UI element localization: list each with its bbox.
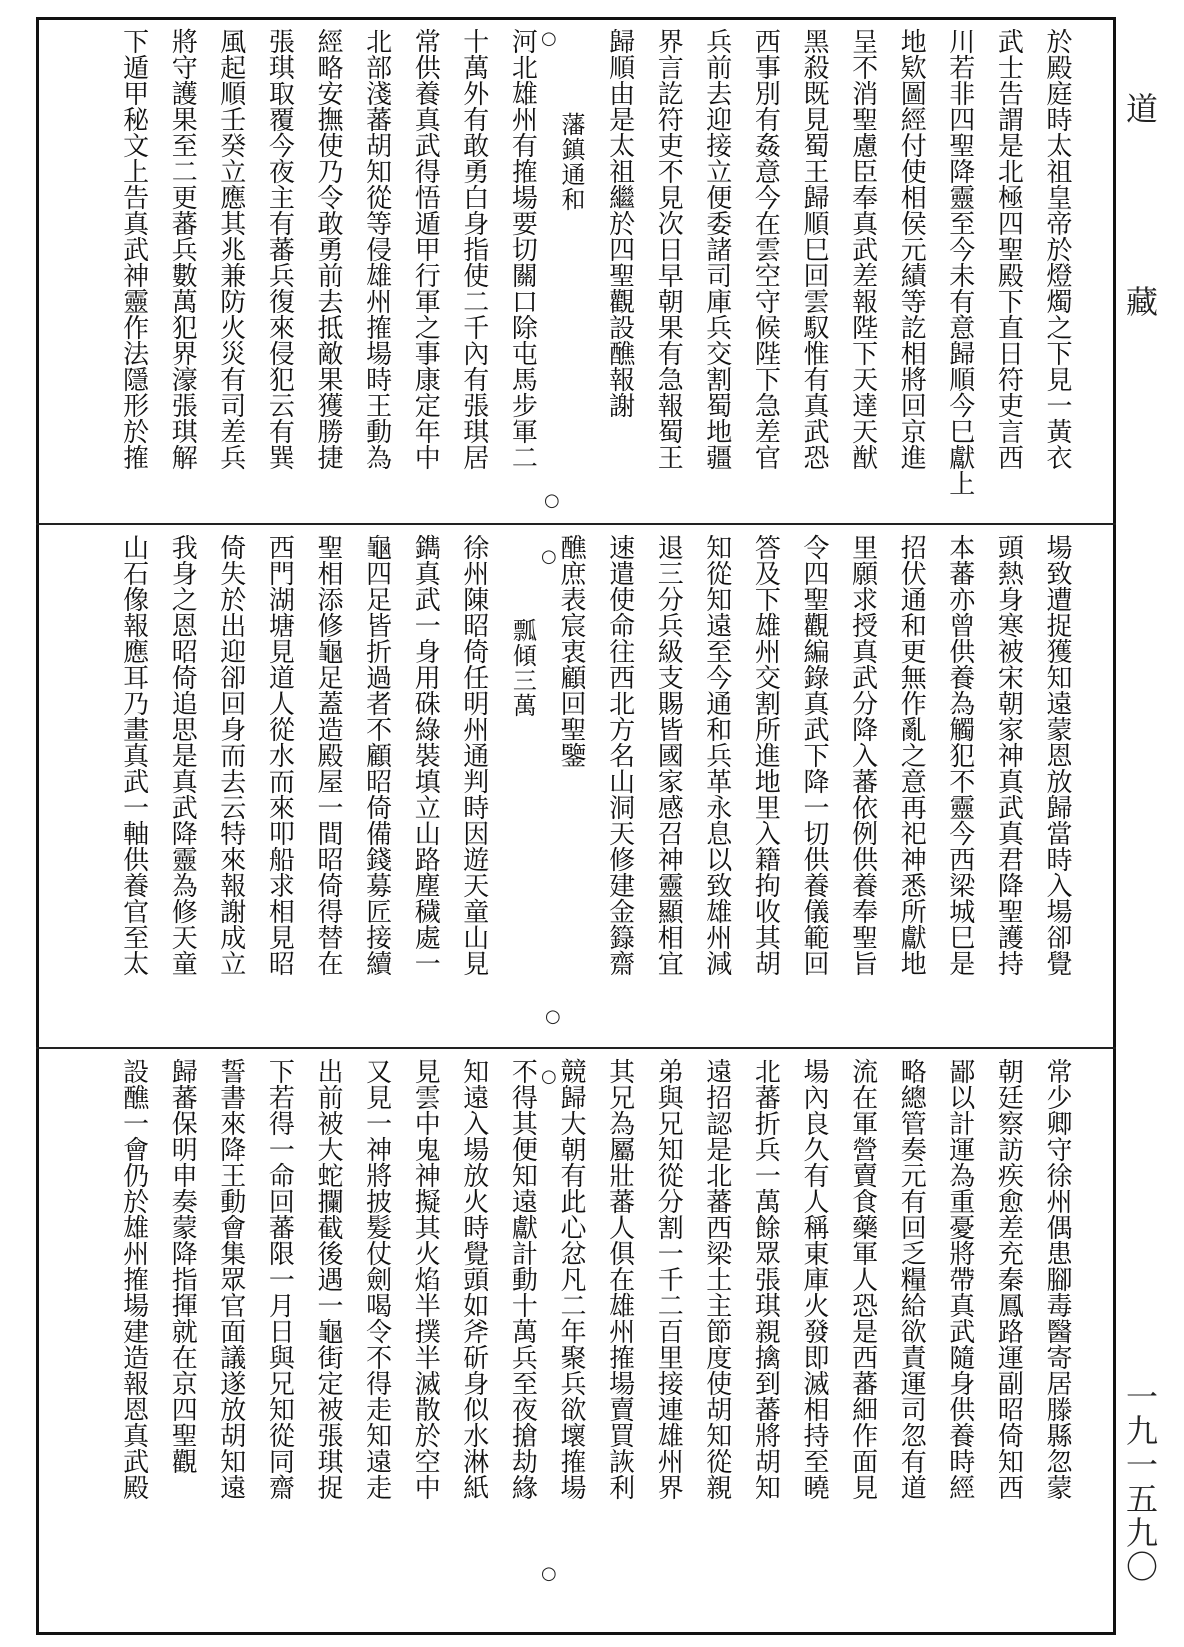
text-column: 十萬外有敢勇白身指使二千內有張琪居 — [458, 28, 489, 470]
text-column: 常少卿守徐州偶患腳毒醫寄居滕縣忽蒙 — [1042, 1058, 1072, 1500]
text-column: 弟與兄知從分割一千二百里接連雄州界 — [653, 1058, 684, 1500]
circle-marker: ○ — [545, 1006, 561, 1027]
text-column: 武士告謂是北極四聖殿下直日符吏言西 — [993, 28, 1024, 470]
text-column: 知從知遠至今通和兵革永息以致雄州減 — [701, 534, 732, 976]
text-column: 西事別有姦意今在雲空守候陛下急差官 — [750, 28, 781, 470]
margin-label-top: 道 — [1121, 92, 1159, 124]
text-column: 遠招認是北蕃西梁土主節度使胡知從親 — [701, 1058, 732, 1500]
text-column: 藩鎮通和 — [557, 112, 585, 212]
text-column: 場內良久有人稱東庫火發即滅相持至曉 — [799, 1058, 829, 1500]
text-column: 略總管奏元有回乏糧給欲責運司忽有道 — [896, 1058, 927, 1500]
panel-divider-top — [36, 523, 1116, 525]
text-column: 鄙以計運為重憂將帶真武隨身供養時經 — [944, 1058, 975, 1500]
text-column: 徐州陳昭倚任明州通判時因遊天童山見 — [458, 534, 489, 976]
text-column: 張琪取覆今夜主有蕃兵復來侵犯云有巽 — [264, 28, 295, 470]
text-column: 瓢傾三萬 — [508, 618, 537, 718]
text-column: 常供養真武得悟遁甲行軍之事康定年中 — [410, 28, 441, 470]
text-column: 又見一神將披髮仗劍喝令不得走知遠走 — [361, 1058, 392, 1500]
circle-marker: ○ — [544, 490, 560, 511]
text-column: 川若非四聖降靈至今未有意歸順今巳獻上 — [944, 28, 975, 496]
text-column: 不得其便知遠獻計動十萬兵至夜搶劫緣 — [507, 1058, 538, 1500]
text-column: 里願求授真武分降入蕃依例供養奉聖旨 — [847, 534, 878, 976]
text-column: 龜四足皆折過者不顧昭倚備錢募匠接續 — [361, 534, 392, 976]
text-column: 退三分兵級支賜皆國家感召神靈顯相宜 — [653, 534, 684, 976]
text-column: 將守護果至二更蕃兵數萬犯界濠張琪解 — [167, 28, 198, 470]
text-column: 山石像報應耳乃畫真武一軸供養官至太 — [118, 534, 149, 976]
text-column: 於殿庭時太祖皇帝於燈燭之下見一黃衣 — [1042, 28, 1072, 470]
text-column: 答及下雄州交割所進地里入籍拘收其胡 — [750, 534, 781, 976]
text-column: 北蕃折兵一萬餘眾張琪親擒到蕃將胡知 — [750, 1058, 781, 1500]
text-column: 招伏通和更無作亂之意再祀神悉所獻地 — [896, 534, 927, 976]
circle-marker: ○ — [541, 546, 557, 567]
text-column: 經略安撫使乃令敢勇前去抵敵果獲勝捷 — [313, 28, 343, 470]
text-column: 鐫真武一身用硃綠裝填立山路塵穢處一 — [410, 534, 441, 976]
text-column: 本蕃亦曾供養為觸犯不靈今西梁城巳是 — [944, 534, 975, 976]
margin-label-bottom: 藏 — [1121, 285, 1159, 317]
text-column: 速遣使命往西北方名山洞天修建金籙齋 — [604, 534, 635, 976]
text-column: 令四聖觀編錄真武下降一切供養儀範回 — [799, 534, 829, 976]
text-column: 流在軍營賣食藥軍人恐是西蕃細作面見 — [847, 1058, 878, 1500]
text-column: 下若得一命回蕃限一月日與兄知從同齋 — [264, 1058, 295, 1500]
text-column: 知遠入場放火時覺頭如斧斫身似水淋紙 — [458, 1058, 489, 1500]
text-column: 北部淺蕃胡知從等侵雄州搉場時王動為 — [361, 28, 392, 470]
text-panel-upper — [40, 22, 1112, 520]
text-column: 朝廷察訪疾愈差充秦鳳路運副昭倚知西 — [993, 1058, 1024, 1500]
text-column: 醮庶表宸衷顧回聖鑒 — [556, 534, 586, 768]
text-column: 兵前去迎接立便委諸司庫兵交割蜀地疆 — [701, 28, 732, 470]
circle-marker: ○ — [541, 28, 557, 49]
circle-marker: ○ — [541, 1563, 557, 1584]
text-column: 聖相添修龜足蓋造殿屋一間昭倚得替在 — [313, 534, 343, 976]
text-column: 風起順壬癸立應其兆兼防火災有司差兵 — [215, 28, 246, 470]
text-column: 歸順由是太祖繼於四聖觀設醮報謝 — [604, 28, 635, 418]
text-panel-lower — [40, 1052, 1112, 1630]
text-column: 見雲中鬼神擬其火焰半撲半滅散於空中 — [410, 1058, 441, 1500]
text-panel-middle — [40, 528, 1112, 1043]
text-column: 呈不消聖慮臣奉真武差報陛下天達天猷 — [847, 28, 878, 470]
text-column: 競歸大朝有此心忿凡二年聚兵欲壞搉場 — [556, 1058, 586, 1500]
text-column: 下遁甲秘文上告真武神靈作法隱形於搉 — [118, 28, 149, 470]
text-column: 設醮一會仍於雄州搉場建造報恩真武殿 — [118, 1058, 149, 1500]
text-column: 界言訖符吏不見次日早朝果有急報蜀王 — [653, 28, 684, 470]
text-column: 地欵圖經付使相侯元績等訖相將回京進 — [896, 28, 927, 470]
text-column: 西門湖塘見道人從水而來叩船求相見昭 — [264, 534, 295, 976]
text-column: 頭熱身寒被宋朝家神真武真君降聖護持 — [993, 534, 1024, 976]
folio-number: 一九一五九〇 — [1121, 1380, 1159, 1584]
text-column: 倚失於出迎卻回身而去云特來報謝成立 — [215, 534, 246, 976]
panel-divider-bottom — [36, 1047, 1116, 1049]
circle-marker: ○ — [541, 1066, 557, 1087]
text-column: 河北雄州有搉場要切關口除屯馬步軍二 — [507, 28, 538, 470]
text-column: 我身之恩昭倚追思是真武降靈為修天童 — [167, 534, 198, 976]
text-column: 其兄為屬壯蕃人俱在雄州搉場賣買詼利 — [604, 1058, 635, 1500]
text-column: 場致遭捉獲知遠蒙恩放歸當時入場卻覺 — [1042, 534, 1072, 976]
text-column: 誓書來降王動會集眾官面議遂放胡知遠 — [215, 1058, 246, 1500]
text-column: 出前被大蛇攔截後遇一龜街定被張琪捉 — [313, 1058, 343, 1500]
text-column: 黑殺既見蜀王歸順巳回雲馭惟有真武恐 — [799, 28, 829, 470]
text-column: 歸蕃保明申奏蒙降指揮就在京四聖觀 — [167, 1058, 198, 1474]
